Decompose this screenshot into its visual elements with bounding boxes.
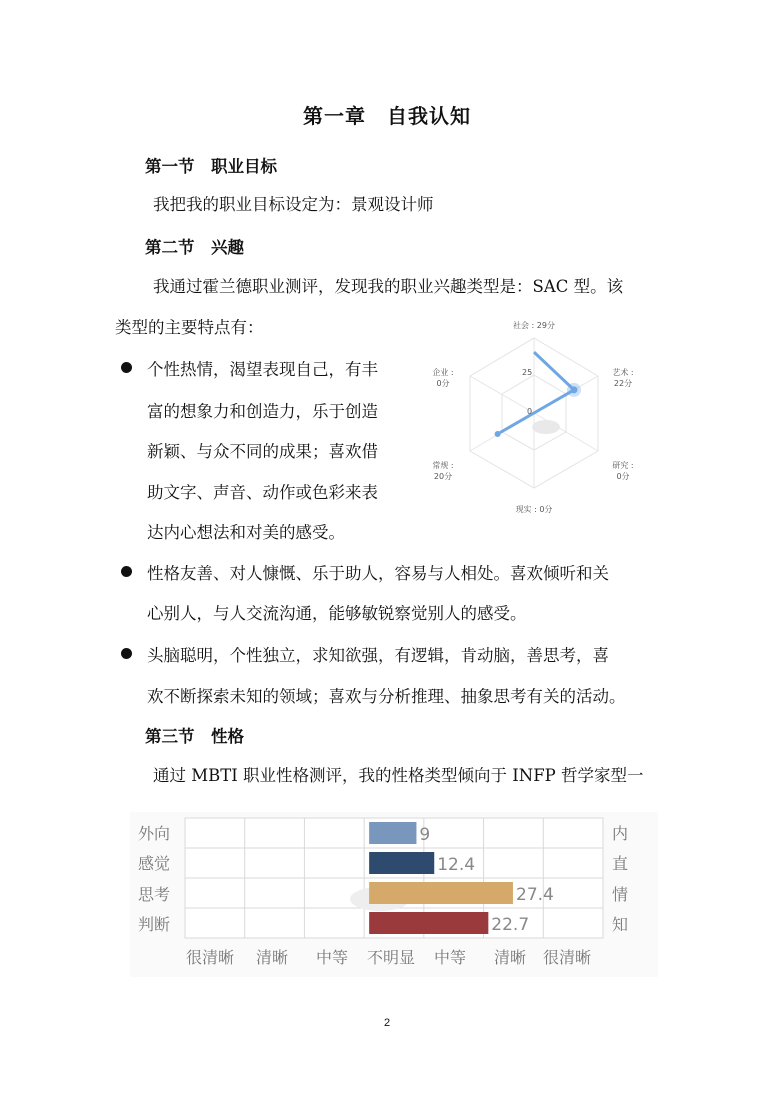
bullet2-line: 性格友善、对人慷慨、乐于助人，容易与人相处。喜欢倾听和关 [147,564,609,583]
section3-text: 通过 MBTI 职业性格测评，我的性格类型倾向于 INFP 哲学家型一 [153,766,644,785]
radar-label-enterprise-name: 企业 : [432,368,454,377]
radar-art-point [571,386,578,393]
chapter-title: 第一章 自我认知 [303,104,471,128]
radar-label-enterprise [426,367,460,389]
mbti-bar [369,912,488,934]
mbti-x-tick: 中等 [434,948,467,967]
mbti-bar [369,852,434,874]
bullet3-line: 欢不断探索未知的领域；喜欢与分析推理、抽象思考有关的活动。 [147,687,626,706]
radar-label-research-name: 研究 : [612,461,634,470]
bullet-dot [121,648,132,659]
mbti-right-label: 直 [612,854,629,873]
radar-tick-25: 25 [522,368,533,377]
radar-chart [418,314,658,520]
mbti-left-label: 感觉 [138,854,171,873]
mbti-left-label: 外向 [138,824,171,843]
mbti-right-label: 知 [612,915,629,934]
bullet1-line: 个性热情，渴望表现自己，有丰 [147,360,378,379]
radar-series-line [498,352,574,434]
radar-label-research-score: 0分 [616,472,630,481]
radar-label-conventional [426,460,460,482]
mbti-x-tick: 清晰 [494,948,527,967]
radar-conventional-point [495,431,501,437]
mbti-chart [130,812,658,977]
section1-text: 我把我的职业目标设定为：景观设计师 [153,195,434,214]
mbti-bar-value: 12.4 [437,855,476,875]
bullet2-line: 心别人，与人交流沟通，能够敏锐察觉别人的感受。 [147,604,527,623]
radar-shadow [532,420,560,434]
mbti-bar-value: 22.7 [491,915,530,935]
section2-title: 第二节 兴趣 [145,238,244,257]
mbti-bar-value: 9 [419,825,431,845]
bullet-dot [121,566,132,577]
mbti-bar-value: 27.4 [516,885,554,905]
bullet1-line: 达内心想法和对美的感受。 [147,523,345,542]
mbti-x-tick: 不明显 [367,948,416,967]
section3-title: 第三节 性格 [145,727,244,746]
radar-label-art-score: 22分 [613,379,633,388]
mbti-bar [369,822,416,844]
mbti-x-tick: 清晰 [256,948,289,967]
radar-tick-0: 0 [527,407,533,416]
bullet-dot [121,362,132,373]
mbti-right-label: 内 [612,824,629,843]
radar-label-research [606,460,640,482]
radar-label-enterprise-score: 0分 [436,379,450,388]
mbti-left-label: 判断 [138,915,171,934]
section2-intro-line1: 我通过霍兰德职业测评，发现我的职业兴趣类型是：SAC 型。该 [153,277,624,296]
radar-label-art [606,367,640,389]
bullet1-line: 新颖、与众不同的成果；喜欢借 [147,442,378,461]
mbti-x-tick: 很清晰 [543,948,592,967]
radar-label-conventional-score: 20分 [433,472,453,481]
section2-intro-line2: 类型的主要特点有： [115,318,264,337]
radar-label-social: 社会 : 29分 [513,321,555,330]
mbti-x-tick: 中等 [316,948,349,967]
radar-svg [418,314,658,520]
mbti-right-label: 情 [612,885,629,904]
mbti-left-label: 思考 [138,885,171,904]
bullet1-line: 富的想象力和创造力，乐于创造 [147,402,378,421]
radar-label-conventional-name: 常规 : [432,461,454,470]
bullet3-line: 头脑聪明，个性独立，求知欲强，有逻辑，肯动脑，善思考，喜 [147,646,609,665]
mbti-bar [369,882,513,904]
page-number: 2 [383,1017,391,1029]
mbti-x-tick: 很清晰 [186,948,235,967]
radar-label-real: 现实 : 0分 [515,505,553,514]
bullet1-line: 助文字、声音、动作或色彩来表 [147,483,378,502]
radar-label-art-name: 艺术 : [612,368,634,377]
section1-title: 第一节 职业目标 [145,157,277,176]
